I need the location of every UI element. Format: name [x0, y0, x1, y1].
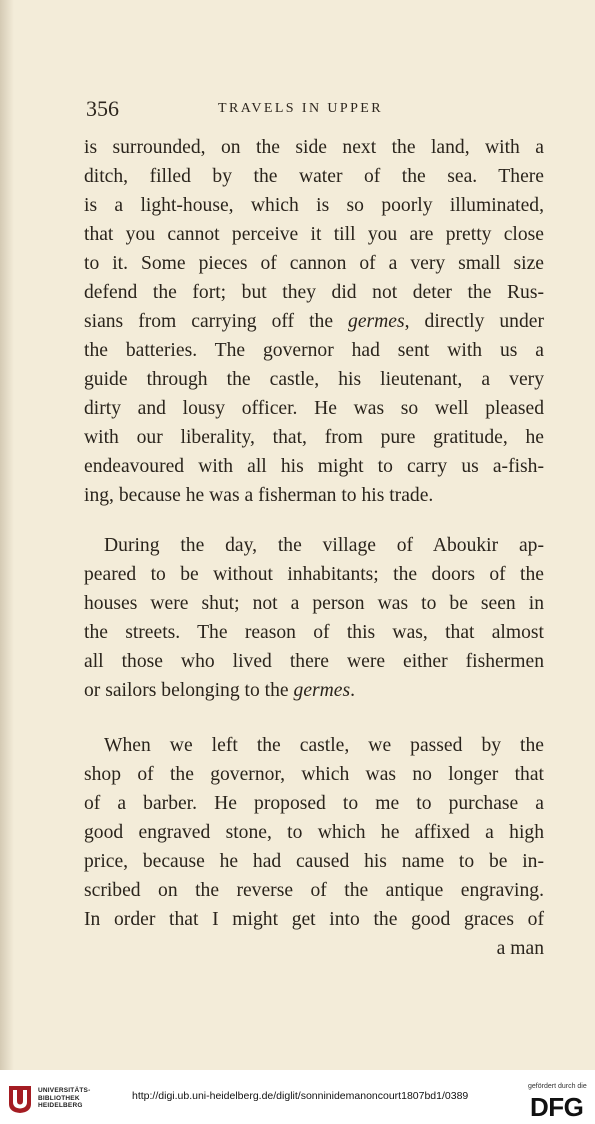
text-line: scribed on the reverse of the antique engraving. — [84, 880, 544, 901]
text-line: good engraved stone, to which he affixed a high — [84, 822, 544, 843]
text-line: dirty and lousy officer. He was so well pleased — [84, 398, 544, 419]
text-line: peared to be without inhabitants; the doors of the — [84, 564, 544, 585]
page-edge-shadow — [0, 0, 14, 1070]
text-line: When we left the castle, we passed by the — [104, 735, 544, 756]
text-line: ing, because he was a fisherman to his trade. — [84, 485, 434, 506]
source-url-link[interactable]: http://digi.ub.uni-heidelberg.de/diglit/sonninidemanoncourt1807bd1/0389 — [132, 1090, 469, 1102]
page-number: 356 — [86, 96, 119, 121]
catchword: a man — [496, 938, 544, 959]
text-line: or sailors belonging to the germes. — [84, 680, 356, 701]
library-name — [38, 1087, 90, 1110]
library-name-line: HEIDELBERG — [38, 1102, 83, 1109]
text-line: of a barber. He proposed to me to purchase a — [84, 793, 544, 814]
text-line: price, because he had caused his name to be in- — [84, 851, 544, 872]
university-library-logo-icon — [6, 1082, 34, 1116]
library-name-line: BIBLIOTHEK — [38, 1094, 80, 1102]
text-line: to it. Some pieces of cannon of a very small size — [84, 253, 544, 274]
library-name-line: UNIVERSITÄTS- — [38, 1087, 91, 1094]
text-line: the streets. The reason of this was, that almost — [84, 622, 544, 643]
text-line: endeavoured with all his might to carry us a-fish- — [84, 456, 544, 477]
text-line: is surrounded, on the side next the land, with a — [84, 137, 544, 158]
text-line: sians from carrying off the germes, directly under — [84, 311, 544, 332]
text-line: guide through the castle, his lieutenant, a very — [84, 369, 544, 390]
running-title: TRAVELS IN UPPER — [218, 101, 383, 116]
text-line: defend the fort; but they did not deter the Rus- — [84, 282, 544, 303]
text-line: that you cannot perceive it till you are pretty close — [84, 224, 544, 245]
text-line: the batteries. The governor had sent with us a — [84, 340, 544, 361]
digitization-footer — [0, 1070, 595, 1124]
text-line: shop of the governor, which was no longer that — [84, 764, 544, 785]
text-line: During the day, the village of Aboukir ap- — [104, 535, 544, 556]
text-line: ditch, filled by the water of the sea. There — [84, 166, 544, 187]
text-line: is a light-house, which is so poorly illuminated, — [84, 195, 544, 216]
funded-by-label: gefördert durch die — [528, 1083, 587, 1090]
text-line: all those who lived there were either fishermen — [84, 651, 544, 672]
paragraph-2 — [84, 531, 544, 705]
text-line: In order that I might get into the good graces of — [84, 909, 544, 930]
paragraph-1 — [84, 133, 544, 510]
text-line: with our liberality, that, from pure gratitude, he — [84, 427, 544, 448]
dfg-logo: DFG — [530, 1092, 584, 1122]
text-line: houses were shut; not a person was to be seen in — [84, 593, 544, 614]
paragraph-3 — [84, 731, 544, 963]
